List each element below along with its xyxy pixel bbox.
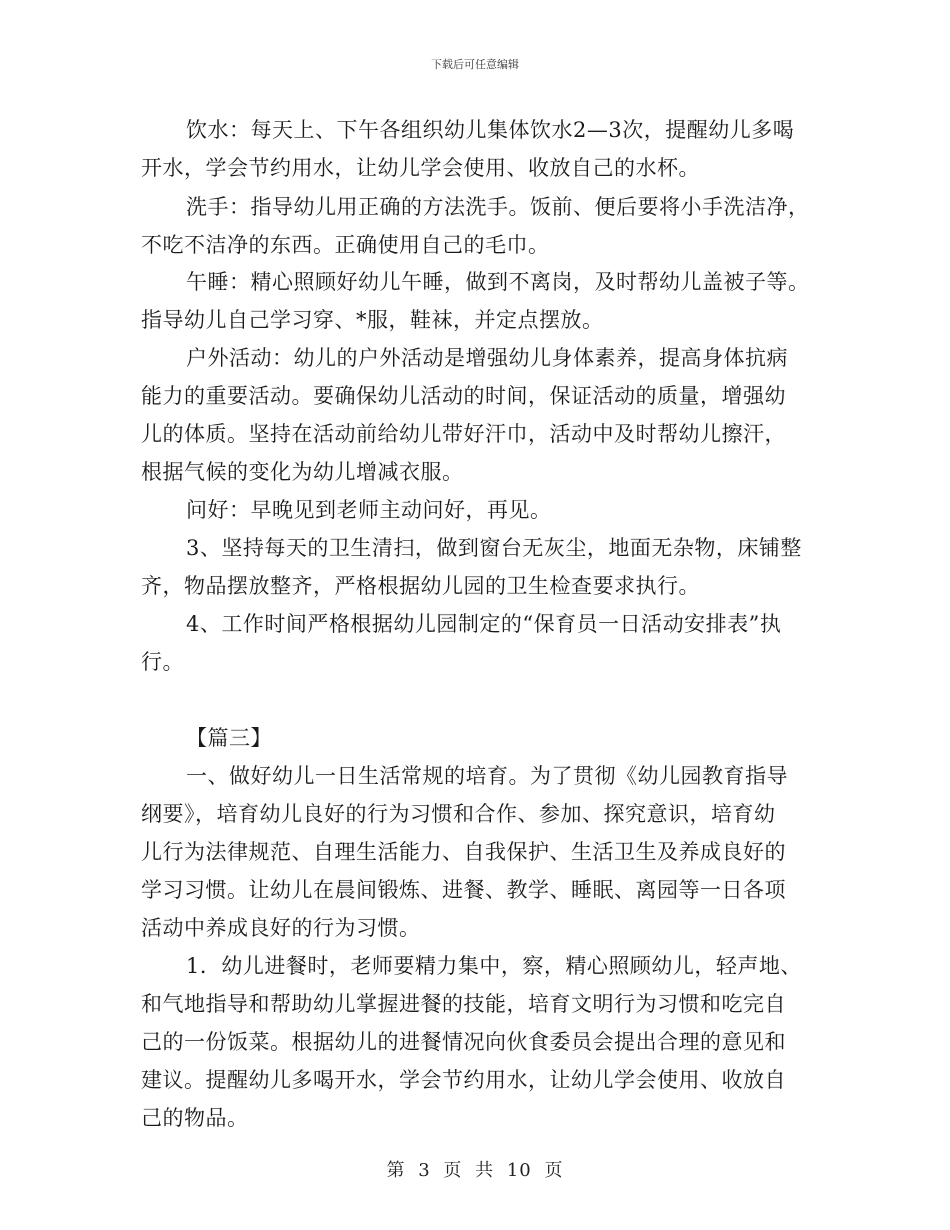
paragraph-line: 3、坚持每天的卫生清扫，做到窗台无灰尘，地面无杂物，床铺整 — [186, 536, 802, 560]
page-number: 第 3 页 共 10 页 — [386, 1160, 564, 1181]
paragraph-line: 一、做好幼儿一日生活常规的培育。为了贯彻《幼儿园教育指导 — [186, 764, 788, 788]
paragraph-line: 根据气候的变化为幼儿增减衣服。 — [141, 460, 464, 484]
paragraph-line: 己的物品。 — [141, 1106, 249, 1130]
paragraph-line: 4、工作时间严格根据幼儿园制定的“保育员一日活动安排表”执 — [186, 612, 782, 636]
paragraph-line: 指导幼儿自己学习穿、*服，鞋袜，并定点摆放。 — [141, 308, 604, 332]
paragraph-line: 齐，物品摆放整齐，严格根据幼儿园的卫生检查要求执行。 — [141, 574, 700, 598]
paragraph-line: 午睡：精心照顾好幼儿午睡，做到不离岗，及时帮幼儿盖被子等。 — [186, 270, 810, 294]
paragraph-line: 己的一份饭菜。根据幼儿的进餐情况向伙食委员会提出合理的意见和 — [141, 1030, 786, 1054]
paragraph-line: 纲要》，培育幼儿良好的行为习惯和合作、参加、探究意识，培育幼 — [141, 802, 776, 826]
paragraph-line: 饮水：每天上、下午各组织幼儿集体饮水2—3次，提醒幼儿多喝 — [186, 118, 795, 142]
page-header: 下载后可任意编辑 — [431, 58, 519, 71]
paragraph-line: 行。 — [141, 650, 184, 674]
paragraph-line: 建议。提醒幼儿多喝开水，学会节约用水，让幼儿学会使用、收放自 — [141, 1068, 786, 1092]
paragraph-line: 1．幼儿进餐时，老师要精力集中，察，精心照顾幼儿，轻声地、 — [186, 954, 802, 978]
paragraph-line: 能力的重要活动。要确保幼儿活动的时间，保证活动的质量，增强幼 — [141, 384, 786, 408]
paragraph-line: 和气地指导和帮助幼儿掌握进餐的技能，培育文明行为习惯和吃完自 — [141, 992, 786, 1016]
paragraph-line: 活动中养成良好的行为习惯。 — [141, 916, 421, 940]
paragraph-line: 户外活动：幼儿的户外活动是增强幼儿身体素养，提高身体抗病 — [186, 346, 788, 370]
paragraph-line: 不吃不洁净的东西。正确使用自己的毛巾。 — [141, 233, 550, 257]
paragraph-line: 开水，学会节约用水，让幼儿学会使用、收放自己的水杯。 — [141, 156, 700, 180]
paragraph-line: 洗手：指导幼儿用正确的方法洗手。饭前、便后要将小手洗洁净， — [186, 195, 810, 219]
paragraph-line: 儿行为法律规范、自理生活能力、自我保护、生活卫生及养成良好的 — [141, 840, 786, 864]
paragraph-line: 学习习惯。让幼儿在晨间锻炼、进餐、教学、睡眠、离园等一日各项 — [141, 878, 786, 902]
paragraph-line: 问好：早晚见到老师主动问好，再见。 — [186, 498, 552, 522]
section-heading: 【篇三】 — [186, 726, 272, 750]
paragraph-line: 儿的体质。坚持在活动前给幼儿带好汗巾，活动中及时帮幼儿擦汗， — [141, 422, 786, 446]
